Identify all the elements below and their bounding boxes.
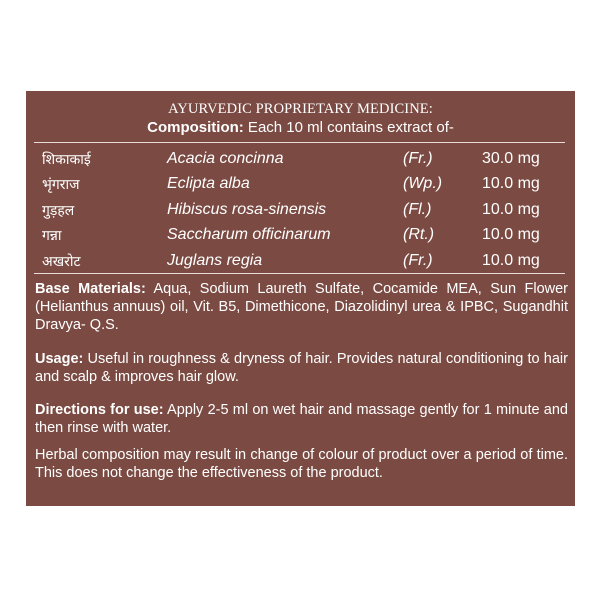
ingredient-quantity: 10.0 mg [482, 226, 540, 244]
ingredient-local-name: भृंगराज [42, 177, 80, 194]
ingredient-local-name: गुड़हल [42, 202, 75, 219]
ingredient-plant-part: (Rt.) [403, 226, 435, 244]
usage-label: Usage: [35, 351, 84, 367]
composition-text: Each 10 ml contains extract of- [243, 119, 454, 136]
ingredient-plant-part: (Fr.) [403, 251, 433, 269]
herbal-note-paragraph: Herbal composition may result in change of colour of product over a period of time. This does not change the effectiveness of the product. [35, 447, 568, 481]
ingredient-row [26, 199, 575, 224]
directions-label: Directions for use: [35, 402, 164, 418]
base-materials-label: Base Materials: [35, 281, 146, 297]
ingredient-local-name: शिकाकाई [42, 152, 91, 168]
directions-text: Apply 2-5 ml on wet hair and massage gently for 1 minute and then rinse with water. [35, 402, 568, 436]
ingredient-botanical-name: Eclipta alba [167, 175, 250, 193]
usage-text: Useful in roughness & dryness of hair. Provides natural conditioning to hair and scalp & improves hair glow. [35, 351, 568, 385]
product-label-panel [26, 91, 575, 506]
table-bottom-rule [34, 273, 565, 274]
directions-paragraph [35, 402, 568, 438]
ingredient-plant-part: (Fl.) [403, 200, 432, 218]
ingredient-local-name: गन्ना [42, 228, 62, 245]
ingredient-botanical-name: Juglans regia [167, 251, 263, 269]
ingredient-local-name: अखरोट [42, 253, 81, 270]
ingredient-quantity: 10.0 mg [482, 175, 540, 193]
table-top-rule [34, 142, 565, 143]
ingredient-botanical-name: Saccharum officinarum [167, 226, 331, 244]
base-materials-text: Aqua, Sodium Laureth Sulfate, Cocamide MEA, Sun Flower (Helianthus annuus) oil, Vit. B5, Dimethicone, Diazolidinyl urea & IPBC, Sugandhit Dravya- Q.S. [35, 281, 569, 333]
ingredient-row [26, 224, 575, 249]
ingredient-plant-part: (Fr.) [403, 150, 433, 167]
ingredient-quantity: 30.0 mg [482, 150, 540, 167]
base-materials-paragraph [35, 281, 568, 334]
ingredient-row [26, 148, 575, 173]
composition-label: Composition: [147, 119, 244, 136]
ingredient-plant-part: (Wp.) [403, 175, 443, 193]
ingredient-row [26, 250, 575, 275]
ingredient-row [26, 173, 575, 198]
label-heading: AYURVEDIC PROPRIETARY MEDICINE: [168, 101, 433, 117]
ingredient-quantity: 10.0 mg [482, 200, 540, 218]
ingredient-botanical-name: Hibiscus rosa-sinensis [167, 200, 327, 218]
ingredient-quantity: 10.0 mg [482, 251, 540, 269]
composition-heading [26, 119, 575, 136]
ingredient-botanical-name: Acacia concinna [167, 150, 284, 167]
ingredients-table [26, 148, 575, 275]
usage-paragraph [35, 351, 568, 387]
